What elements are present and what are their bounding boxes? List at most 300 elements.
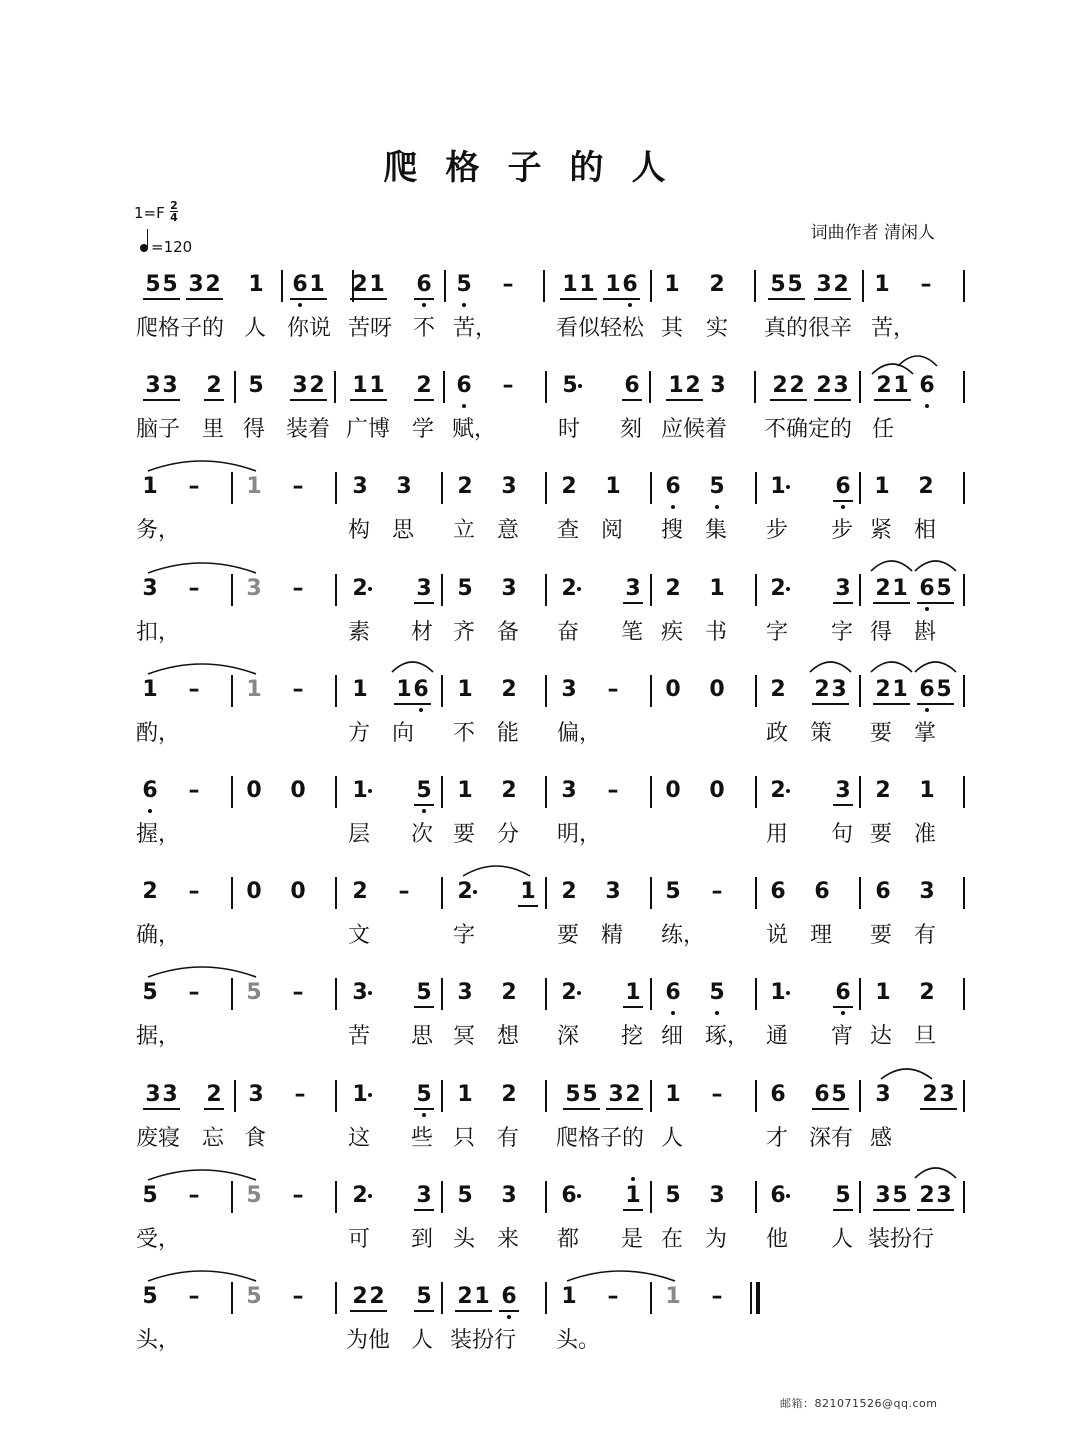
lyric-text: 相 bbox=[914, 518, 937, 543]
beam-underline bbox=[917, 602, 954, 604]
bar-line bbox=[545, 776, 547, 808]
dash-extension: – bbox=[607, 677, 619, 702]
jianpu-note: 5 bbox=[162, 272, 178, 297]
beam-underline bbox=[770, 399, 807, 401]
jianpu-note: 2 bbox=[501, 980, 517, 1005]
jianpu-note: 2 bbox=[816, 373, 832, 398]
beam-underline bbox=[833, 602, 853, 604]
jianpu-note: 3 bbox=[835, 778, 851, 803]
lyric-text: 字 bbox=[453, 923, 476, 948]
jianpu-note: 5 bbox=[665, 1183, 681, 1208]
bar-line bbox=[963, 675, 965, 707]
lyric-text: 准 bbox=[914, 822, 937, 847]
bar-line bbox=[963, 371, 965, 403]
jianpu-note: 2 bbox=[352, 1183, 368, 1208]
lyric-text: 爬格子的 bbox=[556, 1126, 645, 1151]
bar-line bbox=[231, 675, 233, 707]
jianpu-note: 2 bbox=[625, 1082, 641, 1107]
beam-underline bbox=[812, 1108, 849, 1110]
bar-line bbox=[650, 675, 652, 707]
lyric-text: 扣， bbox=[136, 620, 181, 645]
beam-underline bbox=[414, 602, 434, 604]
lyric-text: 掌 bbox=[914, 721, 937, 746]
jianpu-note: 6 bbox=[875, 879, 891, 904]
beam-underline bbox=[917, 703, 954, 705]
lyric-text: 要 bbox=[870, 721, 893, 746]
bar-line bbox=[963, 1080, 965, 1112]
bar-line bbox=[545, 978, 547, 1010]
beam-underline bbox=[833, 804, 853, 806]
slur-arc bbox=[896, 351, 939, 367]
jianpu-note: 1 bbox=[893, 373, 909, 398]
jianpu-note: 6 bbox=[919, 576, 935, 601]
lyric-text: 你说 bbox=[287, 316, 332, 341]
bar-line bbox=[231, 877, 233, 909]
rest-note: 0 bbox=[665, 778, 681, 803]
jianpu-note: 5 bbox=[246, 980, 262, 1005]
jianpu-note: 3 bbox=[248, 1082, 264, 1107]
bar-line bbox=[859, 371, 861, 403]
jianpu-note: 1 bbox=[352, 677, 368, 702]
jianpu-note: 1 bbox=[457, 677, 473, 702]
bar-line bbox=[755, 776, 757, 808]
bar-line bbox=[441, 574, 443, 606]
jianpu-note: 1 bbox=[770, 980, 786, 1005]
jianpu-note: 5 bbox=[709, 474, 725, 499]
dash-extension: – bbox=[292, 576, 304, 601]
dash-extension: – bbox=[607, 778, 619, 803]
lyric-text: 头， bbox=[136, 1328, 181, 1353]
slur-arc bbox=[913, 657, 958, 673]
jianpu-note: 3 bbox=[710, 373, 726, 398]
low-octave-dot bbox=[462, 303, 466, 307]
lyric-text: 人 bbox=[661, 1126, 684, 1151]
bar-line bbox=[231, 776, 233, 808]
lyric-text: 据， bbox=[136, 1024, 181, 1049]
lyric-text: 斟 bbox=[914, 620, 937, 645]
jianpu-note: 5 bbox=[936, 677, 952, 702]
jianpu-note: 1 bbox=[352, 1082, 368, 1107]
beam-underline bbox=[414, 298, 434, 300]
slur-arc bbox=[913, 1163, 958, 1179]
beam-underline bbox=[204, 399, 224, 401]
dash-extension: – bbox=[188, 576, 200, 601]
jianpu-note: 5 bbox=[142, 1284, 158, 1309]
quarter-note-icon bbox=[140, 244, 148, 252]
beam-underline bbox=[603, 298, 640, 300]
lyric-text: 次 bbox=[411, 822, 434, 847]
lyric-text: 深有 bbox=[809, 1126, 854, 1151]
lyric-text: 得 bbox=[243, 417, 266, 442]
lyric-text: 字 bbox=[831, 620, 854, 645]
bar-line bbox=[754, 371, 756, 403]
jianpu-note: 2 bbox=[206, 373, 222, 398]
slur-arc bbox=[461, 861, 532, 877]
lyric-text: 为 bbox=[705, 1227, 728, 1252]
lyric-text: 要 bbox=[870, 923, 893, 948]
jianpu-note: 5 bbox=[770, 272, 786, 297]
bar-line bbox=[443, 371, 445, 403]
jianpu-note: 6 bbox=[835, 980, 851, 1005]
jianpu-note: 1 bbox=[369, 272, 385, 297]
lyric-text: 不 bbox=[453, 721, 476, 746]
slur-arc bbox=[146, 558, 258, 574]
bar-line bbox=[441, 1282, 443, 1314]
lyric-text: 能 bbox=[497, 721, 520, 746]
jianpu-note: 3 bbox=[816, 272, 832, 297]
beam-underline bbox=[499, 1310, 519, 1312]
bar-line bbox=[650, 776, 652, 808]
jianpu-note: 6 bbox=[622, 272, 638, 297]
lyric-text: 冥 bbox=[453, 1024, 476, 1049]
lyric-text: 他 bbox=[766, 1227, 789, 1252]
jianpu-note: 6 bbox=[814, 879, 830, 904]
bar-line bbox=[543, 270, 545, 302]
jianpu-note: 2 bbox=[457, 1284, 473, 1309]
jianpu-note: 1 bbox=[396, 677, 412, 702]
jianpu-note: 3 bbox=[833, 373, 849, 398]
dash-extension: – bbox=[607, 1284, 619, 1309]
slur-arc bbox=[913, 556, 958, 572]
jianpu-note: 5 bbox=[562, 373, 578, 398]
beam-underline bbox=[414, 1108, 434, 1110]
jianpu-note: 3 bbox=[352, 474, 368, 499]
beam-underline bbox=[623, 1006, 643, 1008]
bar-line bbox=[234, 371, 236, 403]
bar-line bbox=[281, 270, 283, 302]
jianpu-note: 6 bbox=[835, 474, 851, 499]
lyric-text: 忘 bbox=[202, 1126, 225, 1151]
bar-line bbox=[335, 472, 337, 504]
low-octave-dot bbox=[671, 505, 675, 509]
jianpu-note: 3 bbox=[936, 1183, 952, 1208]
beam-underline bbox=[414, 1310, 434, 1312]
jianpu-note: 5 bbox=[457, 1183, 473, 1208]
final-bar-thin bbox=[750, 1282, 752, 1314]
jianpu-note: 5 bbox=[416, 778, 432, 803]
bar-line bbox=[545, 574, 547, 606]
beam-underline bbox=[290, 298, 327, 300]
lyric-text: 头 bbox=[453, 1227, 476, 1252]
key-signature: 1=F bbox=[134, 204, 165, 222]
jianpu-note: 2 bbox=[561, 980, 577, 1005]
jianpu-note: 1 bbox=[892, 677, 908, 702]
bar-line bbox=[963, 574, 965, 606]
jianpu-note: 5 bbox=[246, 1183, 262, 1208]
footer-email: 邮箱：821071526@qq.com bbox=[780, 1397, 938, 1410]
jianpu-note: 6 bbox=[501, 1284, 517, 1309]
jianpu-note: 1 bbox=[309, 272, 325, 297]
jianpu-note: 3 bbox=[501, 474, 517, 499]
low-octave-dot bbox=[419, 708, 423, 712]
lyric-text: 理 bbox=[810, 923, 833, 948]
lyric-text: 头。 bbox=[556, 1328, 601, 1353]
bar-line bbox=[755, 1080, 757, 1112]
jianpu-note: 2 bbox=[501, 778, 517, 803]
lyric-text: 搜 bbox=[661, 518, 684, 543]
lyric-text: 句 bbox=[831, 822, 854, 847]
bar-line bbox=[859, 1181, 861, 1213]
lyric-text: 其 bbox=[661, 316, 684, 341]
lyric-text: 有 bbox=[914, 923, 937, 948]
bar-line bbox=[441, 472, 443, 504]
lyric-text: 在 bbox=[661, 1227, 684, 1252]
lyric-text: 爬格子的 bbox=[136, 316, 225, 341]
jianpu-note: 5 bbox=[565, 1082, 581, 1107]
bar-line bbox=[650, 574, 652, 606]
bar-line bbox=[755, 1181, 757, 1213]
lyric-text: 阅 bbox=[601, 518, 624, 543]
lyric-text: 都 bbox=[557, 1227, 580, 1252]
jianpu-note: 1 bbox=[369, 373, 385, 398]
bar-line bbox=[545, 1282, 547, 1314]
lyric-text: 查 bbox=[557, 518, 580, 543]
bar-line bbox=[650, 270, 652, 302]
jianpu-note: 1 bbox=[919, 778, 935, 803]
beam-underline bbox=[812, 703, 849, 705]
dash-extension: – bbox=[502, 373, 514, 398]
augmentation-dot bbox=[368, 991, 372, 995]
lyric-text: 人 bbox=[411, 1328, 434, 1353]
jianpu-note: 2 bbox=[142, 879, 158, 904]
bar-line bbox=[859, 877, 861, 909]
jianpu-note: 2 bbox=[833, 272, 849, 297]
beam-underline bbox=[518, 905, 538, 907]
low-octave-dot bbox=[148, 809, 152, 813]
dash-extension: – bbox=[294, 1082, 306, 1107]
jianpu-note: 1 bbox=[474, 1284, 490, 1309]
lyric-text: 不确定的 bbox=[764, 417, 853, 442]
lyric-text: 装扮行 bbox=[868, 1227, 935, 1252]
jianpu-note: 3 bbox=[835, 576, 851, 601]
song-title: 爬格子的人 bbox=[383, 148, 694, 188]
beam-underline bbox=[873, 602, 910, 604]
jianpu-note: 3 bbox=[875, 1183, 891, 1208]
jianpu-note: 5 bbox=[145, 272, 161, 297]
jianpu-note: 1 bbox=[142, 677, 158, 702]
jianpu-note: 3 bbox=[292, 373, 308, 398]
lyric-text: 字 bbox=[766, 620, 789, 645]
jianpu-note: 2 bbox=[919, 980, 935, 1005]
bar-line bbox=[754, 270, 756, 302]
time-signature-top: 2 bbox=[170, 199, 178, 212]
bar-line bbox=[231, 472, 233, 504]
jianpu-note: 1 bbox=[562, 272, 578, 297]
lyric-text: 感 bbox=[870, 1126, 893, 1151]
slur-arc bbox=[146, 1266, 258, 1282]
dash-extension: – bbox=[188, 1183, 200, 1208]
beam-underline bbox=[873, 1209, 910, 1211]
lyric-text: 挖 bbox=[621, 1024, 644, 1049]
jianpu-note: 2 bbox=[352, 879, 368, 904]
beam-underline bbox=[143, 298, 180, 300]
lyric-text: 要 bbox=[557, 923, 580, 948]
author-credit: 词曲作者 清闲人 bbox=[810, 223, 935, 243]
beam-underline bbox=[414, 804, 434, 806]
slur-arc bbox=[146, 1165, 258, 1181]
lyric-text: 确， bbox=[136, 923, 181, 948]
dash-extension: – bbox=[292, 677, 304, 702]
lyric-text: 分 bbox=[497, 822, 520, 847]
jianpu-note: 6 bbox=[814, 1082, 830, 1107]
augmentation-dot bbox=[786, 485, 790, 489]
jianpu-note: 1 bbox=[709, 576, 725, 601]
jianpu-note: 5 bbox=[416, 980, 432, 1005]
bar-line bbox=[859, 776, 861, 808]
lyric-text: 细 bbox=[661, 1024, 684, 1049]
low-octave-dot bbox=[671, 1011, 675, 1015]
lyric-text: 学 bbox=[412, 417, 435, 442]
jianpu-note: 1 bbox=[625, 980, 641, 1005]
slur-arc bbox=[869, 556, 914, 572]
jianpu-note: 2 bbox=[876, 373, 892, 398]
jianpu-note: 5 bbox=[248, 373, 264, 398]
jianpu-note: 3 bbox=[416, 576, 432, 601]
lyric-text: 人 bbox=[244, 316, 267, 341]
lyric-text: 食 bbox=[244, 1126, 267, 1151]
jianpu-note: 3 bbox=[145, 373, 161, 398]
lyric-text: 得 bbox=[870, 620, 893, 645]
low-octave-dot bbox=[925, 404, 929, 408]
jianpu-note: 1 bbox=[352, 373, 368, 398]
lyric-text: 深 bbox=[557, 1024, 580, 1049]
augmentation-dot bbox=[786, 587, 790, 591]
bar-line bbox=[441, 877, 443, 909]
jianpu-note: 6 bbox=[413, 677, 429, 702]
jianpu-note: 6 bbox=[919, 373, 935, 398]
jianpu-note: 5 bbox=[416, 1082, 432, 1107]
augmentation-dot bbox=[577, 1194, 581, 1198]
bar-line bbox=[441, 675, 443, 707]
lyric-text: 里 bbox=[202, 417, 225, 442]
lyric-text: 疾 bbox=[661, 620, 684, 645]
augmentation-dot bbox=[786, 1194, 790, 1198]
lyric-text: 任 bbox=[872, 417, 895, 442]
jianpu-note: 5 bbox=[709, 980, 725, 1005]
beam-underline bbox=[414, 399, 434, 401]
lyric-text: 通 bbox=[766, 1024, 789, 1049]
low-octave-dot bbox=[841, 505, 845, 509]
augmentation-dot bbox=[473, 890, 477, 894]
jianpu-note: 2 bbox=[770, 778, 786, 803]
low-octave-dot bbox=[925, 708, 929, 712]
jianpu-note: 5 bbox=[582, 1082, 598, 1107]
dash-extension: – bbox=[398, 879, 410, 904]
slur-arc bbox=[146, 456, 258, 472]
bar-line bbox=[649, 371, 651, 403]
jianpu-note: 1 bbox=[665, 1082, 681, 1107]
lyric-text: 实 bbox=[706, 316, 729, 341]
dash-extension: – bbox=[502, 272, 514, 297]
jianpu-note: 1 bbox=[457, 1082, 473, 1107]
lyric-text: 来 bbox=[497, 1227, 520, 1252]
jianpu-note: 5 bbox=[787, 272, 803, 297]
lyric-text: 脑子 bbox=[136, 417, 181, 442]
jianpu-note: 2 bbox=[709, 272, 725, 297]
beam-underline bbox=[874, 399, 911, 401]
jianpu-note: 3 bbox=[625, 576, 641, 601]
lyric-text: 只 bbox=[453, 1126, 476, 1151]
jianpu-note: 3 bbox=[501, 576, 517, 601]
bar-line bbox=[545, 877, 547, 909]
slur-arc bbox=[869, 657, 914, 673]
jianpu-note: 2 bbox=[369, 1284, 385, 1309]
dash-extension: – bbox=[188, 474, 200, 499]
lyric-text: 是 bbox=[621, 1227, 644, 1252]
rest-note: 0 bbox=[290, 778, 306, 803]
augmentation-dot bbox=[577, 587, 581, 591]
beam-underline bbox=[814, 298, 851, 300]
lyric-text: 用 bbox=[766, 822, 789, 847]
jianpu-note: 5 bbox=[246, 1284, 262, 1309]
jianpu-note: 1 bbox=[248, 272, 264, 297]
rest-note: 0 bbox=[665, 677, 681, 702]
beam-underline bbox=[623, 602, 643, 604]
jianpu-note: 1 bbox=[665, 1284, 681, 1309]
low-octave-dot bbox=[715, 505, 719, 509]
dash-extension: – bbox=[188, 677, 200, 702]
jianpu-note: 3 bbox=[605, 879, 621, 904]
slur-arc bbox=[565, 1266, 677, 1282]
jianpu-note: 2 bbox=[501, 677, 517, 702]
jianpu-note: 1 bbox=[770, 474, 786, 499]
jianpu-note: 2 bbox=[561, 474, 577, 499]
bar-line bbox=[231, 1282, 233, 1314]
lyric-text: 立 bbox=[453, 518, 476, 543]
low-octave-dot bbox=[298, 303, 302, 307]
lyric-text: 为他 bbox=[346, 1328, 391, 1353]
augmentation-dot bbox=[786, 991, 790, 995]
bar-line bbox=[650, 472, 652, 504]
time-signature bbox=[170, 200, 178, 223]
jianpu-note: 3 bbox=[501, 1183, 517, 1208]
lyric-text: 要 bbox=[453, 822, 476, 847]
beam-underline bbox=[414, 1209, 434, 1211]
lyric-text: 材 bbox=[411, 620, 434, 645]
jianpu-note: 3 bbox=[246, 576, 262, 601]
bar-line bbox=[231, 1181, 233, 1213]
jianpu-note: 3 bbox=[561, 778, 577, 803]
jianpu-note: 1 bbox=[246, 474, 262, 499]
jianpu-note: 2 bbox=[875, 576, 891, 601]
augmentation-dot bbox=[578, 384, 582, 388]
jianpu-note: 5 bbox=[665, 879, 681, 904]
slur-arc bbox=[808, 657, 853, 673]
beam-underline bbox=[560, 298, 597, 300]
lyric-text: 要 bbox=[870, 822, 893, 847]
bar-line bbox=[234, 1080, 236, 1112]
lyric-text: 琢， bbox=[705, 1024, 750, 1049]
lyric-text: 广博 bbox=[346, 417, 391, 442]
slur-arc bbox=[146, 962, 258, 978]
bar-line bbox=[755, 877, 757, 909]
jianpu-note: 3 bbox=[919, 879, 935, 904]
bar-line bbox=[650, 978, 652, 1010]
jianpu-note: 2 bbox=[665, 576, 681, 601]
lyric-text: 策 bbox=[810, 721, 833, 746]
lyric-text: 构 bbox=[348, 518, 371, 543]
lyric-text: 步 bbox=[766, 518, 789, 543]
dash-extension: – bbox=[188, 879, 200, 904]
lyric-text: 到 bbox=[411, 1227, 434, 1252]
lyric-text: 些 bbox=[411, 1126, 434, 1151]
beam-underline bbox=[350, 1310, 387, 1312]
jianpu-note: 3 bbox=[145, 1082, 161, 1107]
jianpu-note: 6 bbox=[292, 272, 308, 297]
jianpu-note: 1 bbox=[520, 879, 536, 904]
beam-underline bbox=[350, 298, 387, 300]
beam-underline bbox=[455, 1310, 492, 1312]
